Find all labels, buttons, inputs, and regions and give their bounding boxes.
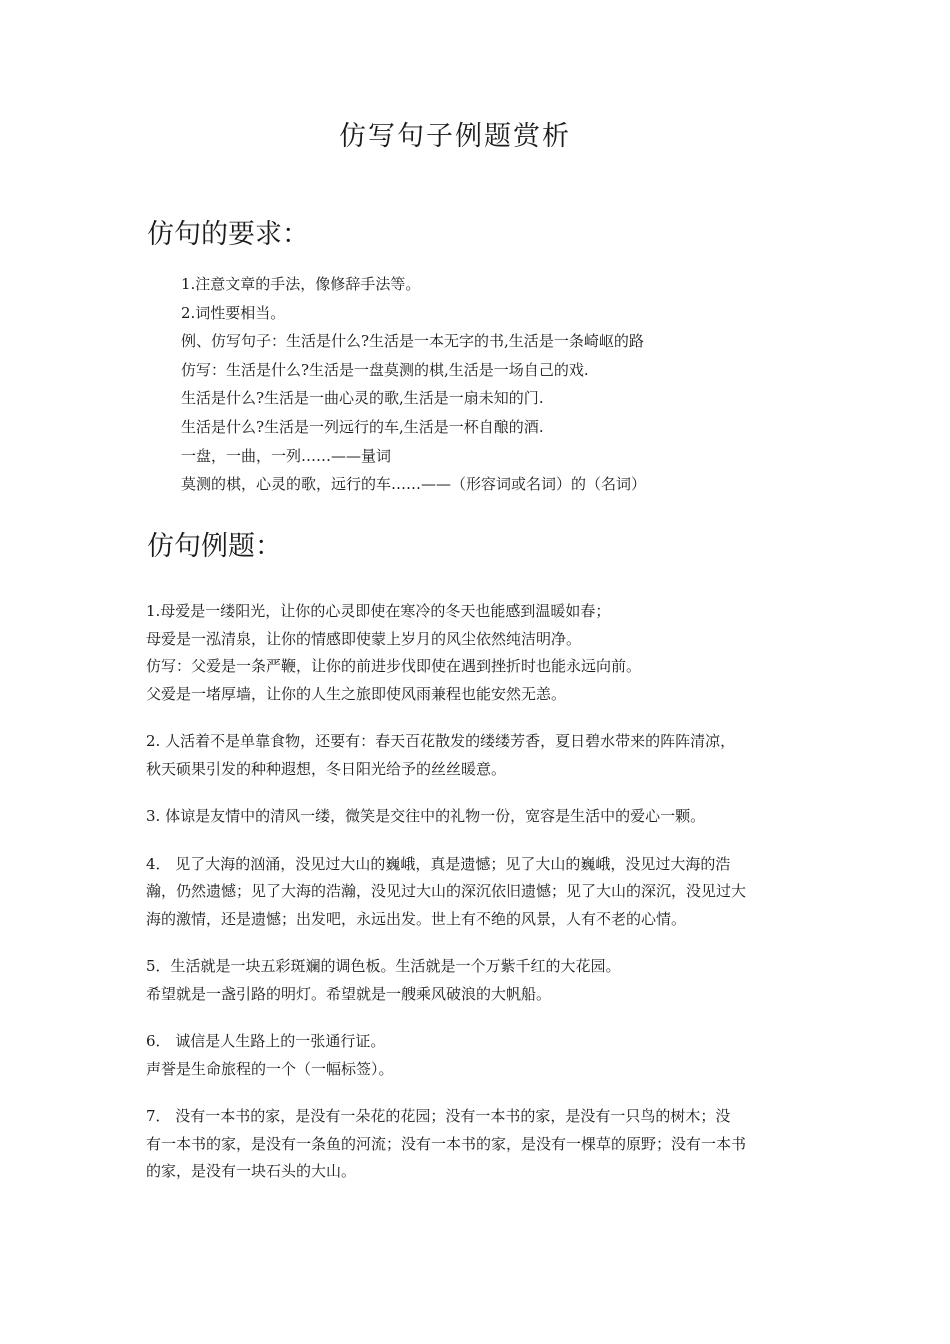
example-paragraph-1 (146, 598, 816, 708)
requirement-line: 例、仿写句子：生活是什么?生活是一本无字的书,生活是一条崎岖的路 (181, 332, 644, 351)
example-line: 有一本书的家，是没有一条鱼的河流；没有一本书的家，是没有一棵草的原野；没有一本书 (146, 1134, 747, 1153)
examples-list (146, 598, 816, 1206)
example-line: 秋天硕果引发的种种遐想，冬日阳光给予的丝丝暖意。 (146, 759, 507, 778)
example-line: 的家，是没有一块石头的大山。 (146, 1162, 357, 1180)
example-line: 4． 见了大海的汹涌，没见过大山的巍峨，真是遗憾；见了大山的巍峨，没见过大海的浩 (146, 854, 731, 873)
example-paragraph-5 (146, 953, 816, 1008)
example-paragraph-7 (146, 1103, 816, 1186)
example-line: 5．生活就是一块五彩斑斓的调色板。生活就是一个万紫千红的大花园。 (146, 957, 621, 975)
example-paragraph-2 (146, 728, 816, 783)
example-line: 1.母爱是一缕阳光，让你的心灵即使在寒冷的冬天也能感到温暖如春； (146, 602, 611, 620)
requirement-line: 生活是什么?生活是一曲心灵的歌,生活是一扇未知的门. (181, 389, 544, 408)
example-line: 瀚，仍然遗憾；见了大海的浩瀚，没见过大山的深沉依旧遗憾；见了大山的深沉，没见过大 (146, 882, 747, 900)
example-line: 声誉是生命旅程的一个（一幅标签）。 (146, 1059, 394, 1078)
example-line: 仿写：父爱是一条严鞭，让你的前进步伐即使在遇到挫折时也能永远向前。 (146, 657, 642, 675)
example-paragraph-3 (146, 803, 816, 831)
example-line: 3. 体谅是友情中的清风一缕，微笑是交往中的礼物一份，宽容是生活中的爱心一颗。 (146, 807, 706, 825)
page-title: 仿写句子例题赏析 (339, 121, 571, 152)
example-line: 海的激情，还是遗憾；出发吧，永远出发。世上有不绝的风景，人有不老的心情。 (146, 909, 687, 928)
example-line: 父爱是一堵厚墙，让你的人生之旅即使风雨兼程也能安然无恙。 (146, 684, 567, 703)
example-line: 希望就是一盏引路的明灯。希望就是一艘乘风破浪的大帆船。 (146, 984, 552, 1003)
examples-heading: 仿句例题： (147, 531, 282, 562)
requirements-list (181, 270, 821, 499)
example-line: 母爱是一泓清泉，让你的情感即使蒙上岁月的风尘依然纯洁明净。 (146, 629, 582, 648)
requirement-line: 2.词性要相当。 (181, 303, 286, 322)
requirement-line: 仿写：生活是什么?生活是一盘莫测的棋,生活是一场自己的戏. (181, 360, 589, 379)
requirement-line: 莫测的棋，心灵的歌，远行的车……——（形容词或名词）的（名词） (181, 475, 647, 494)
example-line: 7． 没有一本书的家，是没有一朵花的花园；没有一本书的家，是没有一只鸟的树木；没 (146, 1107, 731, 1125)
example-paragraph-6 (146, 1028, 816, 1083)
example-line: 2. 人活着不是单靠食物，还要有：春天百花散发的缕缕芳香，夏日碧水带来的阵阵清凉， (146, 732, 736, 750)
requirements-heading: 仿句的要求： (147, 219, 309, 250)
requirement-line: 1.注意文章的手法，像修辞手法等。 (181, 275, 421, 293)
example-line: 6． 诚信是人生路上的一张通行证。 (146, 1032, 386, 1050)
requirement-line: 一盘，一曲，一列……——量词 (181, 446, 392, 465)
example-paragraph-4 (146, 851, 816, 934)
requirement-line: 生活是什么?生活是一列远行的车,生活是一杯自酿的酒. (181, 417, 544, 436)
